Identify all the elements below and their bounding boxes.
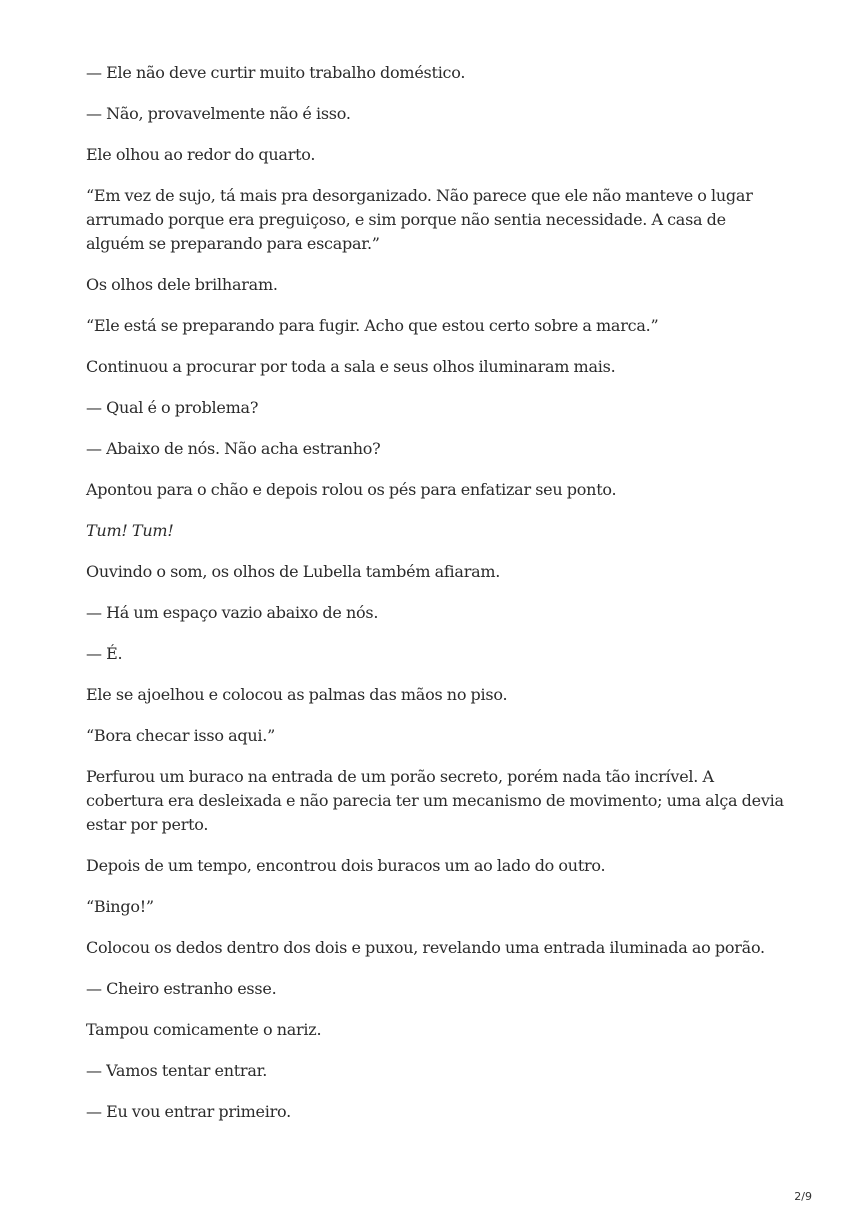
paragraph: Os olhos dele brilharam. [86, 275, 278, 294]
paragraph: — Ele não deve curtir muito trabalho doméstico. [86, 63, 466, 82]
paragraph: Apontou para o chão e depois rolou os pés para enfatizar seu ponto. [86, 480, 617, 499]
paragraph: Continuou a procurar por toda a sala e seus olhos iluminaram mais. [86, 357, 616, 376]
paragraph: Perfurou um buraco na entrada de um porão secreto, porém nada tão incrível. A cobertura era desleixada e não parecia ter um mecanismo de movimento; uma alça devia estar por perto. [86, 767, 784, 834]
paragraph: — Vamos tentar entrar. [86, 1061, 268, 1080]
paragraph: Ele olhou ao redor do quarto. [86, 145, 316, 164]
paragraph: Colocou os dedos dentro dos dois e puxou, revelando uma entrada iluminada ao porão. [86, 938, 765, 957]
paragraph-italic: Tum! Tum! [86, 521, 174, 540]
paragraph: “Bora checar isso aqui.” [86, 726, 276, 745]
paragraph: — Eu vou entrar primeiro. [86, 1102, 291, 1121]
paragraph: Ouvindo o som, os olhos de Lubella também afiaram. [86, 562, 501, 581]
paragraph: — É. [86, 644, 123, 663]
paragraph: — Não, provavelmente não é isso. [86, 104, 351, 123]
paragraph: Tampou comicamente o nariz. [86, 1020, 322, 1039]
paragraph: “Em vez de sujo, tá mais pra desorganizado. Não parece que ele não manteve o lugar arrumado porque era preguiçoso, e sim porque não sentia necessidade. A casa de alguém se preparando para escapar.” [86, 186, 753, 253]
paragraph: — Há um espaço vazio abaixo de nós. [86, 603, 379, 622]
page-body [86, 61, 786, 1141]
paragraph: — Cheiro estranho esse. [86, 979, 277, 998]
paragraph: Ele se ajoelhou e colocou as palmas das mãos no piso. [86, 685, 508, 704]
paragraph: — Qual é o problema? [86, 398, 259, 417]
paragraph: “Bingo!” [86, 897, 154, 916]
paragraph: “Ele está se preparando para fugir. Acho que estou certo sobre a marca.” [86, 316, 659, 335]
paragraph: — Abaixo de nós. Não acha estranho? [86, 439, 381, 458]
paragraph: Depois de um tempo, encontrou dois buracos um ao lado do outro. [86, 856, 606, 875]
page-number: 2/9 [794, 1190, 812, 1203]
